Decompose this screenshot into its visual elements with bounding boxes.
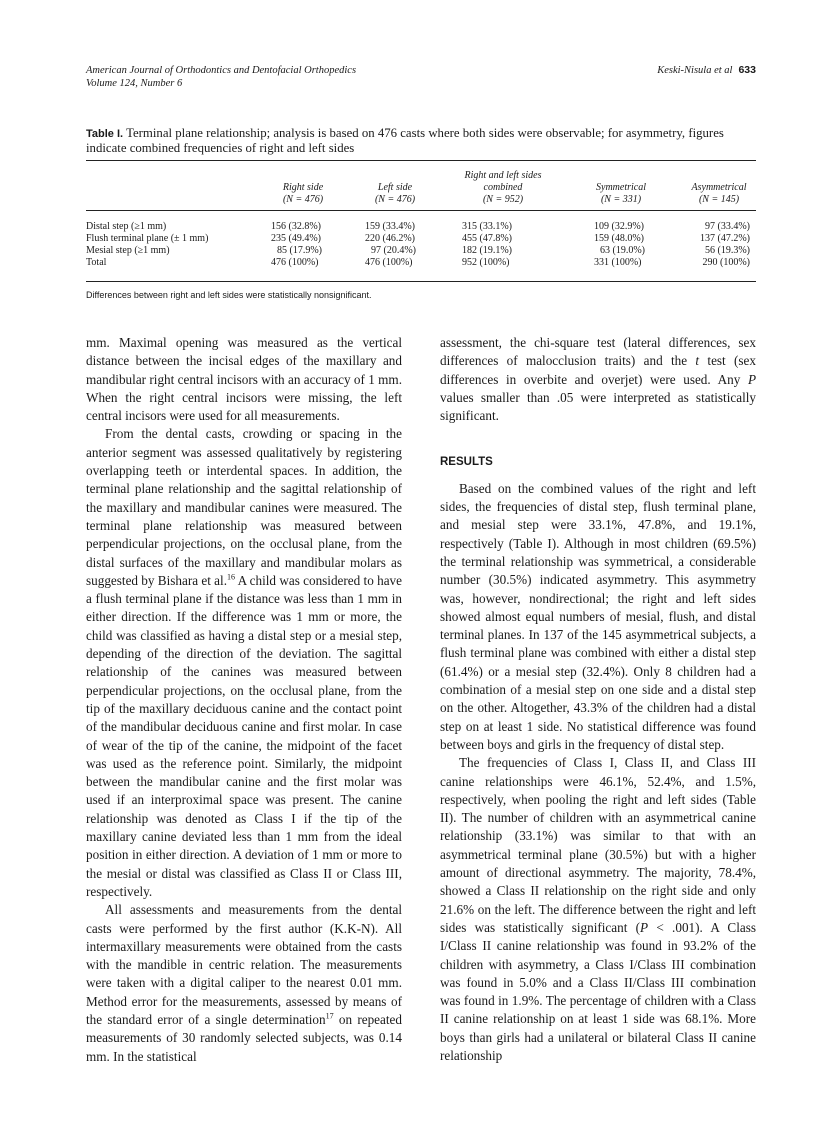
col-head-n: (N = 331)	[600, 194, 642, 205]
right-text-column	[440, 334, 756, 1065]
running-header	[86, 64, 756, 90]
italic-p: P	[747, 371, 756, 387]
text-run: The frequencies of Class I, Class II, and Class III canine relationships were 46.1%, 52.4%, and 1.5%, respectively, when pooling the right and left sides (Table II). The number of children with an asymmetrical canine relationship (33.1%) was similar to that with an asymmetrical terminal plane (30.5%) but with a higher amount of directional asymmetry. The majority, 78.4%, showed a Class II relationship on the right side and only 21.6% on the left. The difference between the right and left sides was statistically significant (	[440, 755, 756, 935]
cell: 97 (20.4%)	[371, 245, 416, 256]
left-text-column	[86, 334, 402, 1066]
col-head-right-side	[258, 182, 348, 206]
cell: 63 (19.0%)	[600, 245, 645, 256]
table-caption-text: Terminal plane relationship; analysis is based on 476 casts where both sides were observable; for asymmetry, figures indicate combined frequencies of right and left sides	[86, 126, 724, 155]
reference-superscript: 16	[227, 572, 235, 582]
reference-superscript: 17	[325, 1011, 334, 1021]
page-number: 633	[738, 64, 756, 76]
text-run: assessment, the chi-square test (lateral differences, sex differences of malocclusion traits) and the	[440, 335, 756, 369]
cell: 56 (19.3%)	[705, 245, 750, 256]
col-head-symmetrical	[575, 182, 667, 206]
cell: 315 (33.1%)	[462, 221, 512, 232]
col-head-title: Right side	[282, 182, 324, 193]
italic-p: P	[640, 919, 649, 935]
text-run: All assessments and measurements from the dental casts were performed by the first author (K.K-N). All intermaxillary measurements were obtained from the casts with the mandible in centric relation. The measurements were taken with a digital caliper to the nearest 0.01 mm. Method error for the measurements, assessed by means of the standard error of a single determination	[86, 902, 402, 1027]
col-head-title: Right and left sides combined	[464, 170, 542, 193]
table-label: Table I.	[86, 128, 124, 140]
table-caption	[86, 126, 756, 155]
table-row	[86, 257, 756, 269]
col-head-n: (N = 952)	[482, 194, 524, 205]
col-head-title: Symmetrical	[596, 182, 646, 193]
cell: 137 (47.2%)	[700, 233, 750, 244]
table-row	[86, 245, 756, 257]
cell: 109 (32.9%)	[594, 221, 644, 232]
text-run: From the dental casts, crowding or spacing in the anterior segment was assessed qualitatively by registering overlapping teeth or interdental spaces. In addition, the terminal plane relationship and the sagittal relationship of the maxillary and mandibular canines were measured. The terminal plane relationship was measured between perpendicular projections, on the occlusal plane, from the distal surfaces of the maxillary and mandibular molars as suggested by Bishara et al.	[86, 426, 402, 588]
col-head-combined	[450, 170, 556, 206]
section-heading-results: RESULTS	[440, 456, 493, 469]
cell: 182 (19.1%)	[462, 245, 512, 256]
cell: 476 (100%)	[271, 257, 319, 268]
cell: 235 (49.4%)	[271, 233, 321, 244]
col-head-n: (N = 476)	[282, 194, 324, 205]
row-label: Mesial step (≥1 mm)	[86, 245, 170, 256]
col-head-asymmetrical	[673, 182, 765, 206]
row-label: Flush terminal plane (± 1 mm)	[86, 233, 209, 244]
paragraph: Based on the combined values of the right and left sides, the frequencies of distal step, flush terminal plane, and mesial step were 33.1%, 47.8%, and 19.1%, respectively (Table I). Although in most children (69.5%) the terminal relationship was symmetrical, a considerable number (30.5%) indicated asymmetry. This asymmetry was, however, nondirectional; the right and left sides showed almost equal numbers of mesial, flush, and distal terminal planes. In 137 of the 145 asymmetrical subjects, a flush terminal plane was combined with either a distal step (61.4%) or a mesial step (32.4%). Only 8 children had a combination of a mesial step on one side and a distal step on the other. Altogether, 43.3% of the children had a distal step on at least 1 side. No statistical difference was found between boys and girls in the frequency of distal step.	[440, 480, 756, 752]
paragraph: mm. Maximal opening was measured as the vertical distance between the incisal edges of the maxillary and mandibular right central incisors with an accuracy of 1 mm. When the right central incisors were missing, the left central incisors were used for all measurements.	[86, 335, 402, 424]
cell: 156 (32.8%)	[271, 221, 321, 232]
col-head-title: Left side	[377, 182, 413, 193]
text-run: values smaller than .05 were interpreted as statistically significant.	[440, 389, 756, 424]
col-head-n: (N = 476)	[374, 194, 416, 205]
cell: 159 (48.0%)	[594, 233, 644, 244]
journal-volume: Volume 124, Number 6	[86, 78, 183, 89]
cell: 455 (47.8%)	[462, 233, 512, 244]
table-row	[86, 233, 756, 245]
paragraph	[86, 425, 402, 901]
paragraph	[440, 754, 756, 1065]
row-label: Total	[86, 257, 107, 268]
table-row	[86, 221, 756, 233]
cell: 97 (33.4%)	[705, 221, 750, 232]
col-head-n: (N = 145)	[698, 194, 740, 205]
text-run: A child was considered to have a flush terminal plane if the distance was less than 1 mm in either direction. If the difference was 1 mm or more, the child was classified as having a distal step or a mesial step, depending of the direction of the deviation. The sagittal relationship of the canines was measured between perpendicular projections, on the occlusal plane, from the tip of the maxillary deciduous canine and the contact point of the mandibular deciduous canine and first molar. In case of wear of the tip of the canine, the midpoint of the facet was used as the reference point. Similarly, the midpoint between the mandibular canine and the first molar was used if an interproximal space was present. The canine relationship was denoted as Class I if the tip of the maxillary canine deviated less than 1 mm from the ideal position in either direction. A deviation of 1 mm or more to the mesial or distal was classified as Class II or Class III, respectively.	[86, 572, 402, 899]
text-run: on repeated measurements of 30 randomly selected subjects, was 0.14 mm. In the statistical	[86, 1011, 402, 1064]
col-head-left-side	[350, 182, 440, 206]
cell: 290 (100%)	[702, 257, 750, 268]
cell: 220 (46.2%)	[365, 233, 415, 244]
header-authors: Keski-Nisula et al	[657, 65, 733, 76]
italic-t: t	[695, 353, 700, 369]
cell: 331 (100%)	[594, 257, 642, 268]
paragraph	[86, 901, 402, 1066]
col-head-title: Asymmetrical	[691, 182, 747, 193]
table-top-rule	[86, 160, 756, 161]
table-bottom-rule	[86, 281, 756, 282]
cell: 476 (100%)	[365, 257, 413, 268]
table-footnote: Differences between right and left sides were statistically nonsignificant.	[86, 290, 372, 300]
row-label: Distal step (≥1 mm)	[86, 221, 167, 232]
cell: 952 (100%)	[462, 257, 510, 268]
text-run: test (sex differences in overbite and overjet) were used. Any	[440, 353, 756, 387]
cell: 85 (17.9%)	[277, 245, 322, 256]
journal-title: American Journal of Orthodontics and Dentofacial Orthopedics	[86, 65, 357, 76]
header-right	[657, 64, 756, 77]
table-header-rule	[86, 210, 756, 211]
text-run: < .001). A Class I/Class II canine relationship was found in 93.2% of the children with asymmetry, a Class I/Class III combination was found in 5.0% and a Class II/Class III combination was found in 1.9%. The percentage of children with a Class II canine relationship on at least 1 side was 68.1%. More boys than girls had a unilateral or bilateral Class II canine relationship	[440, 919, 756, 1063]
paragraph	[440, 334, 756, 425]
cell: 159 (33.4%)	[365, 221, 415, 232]
